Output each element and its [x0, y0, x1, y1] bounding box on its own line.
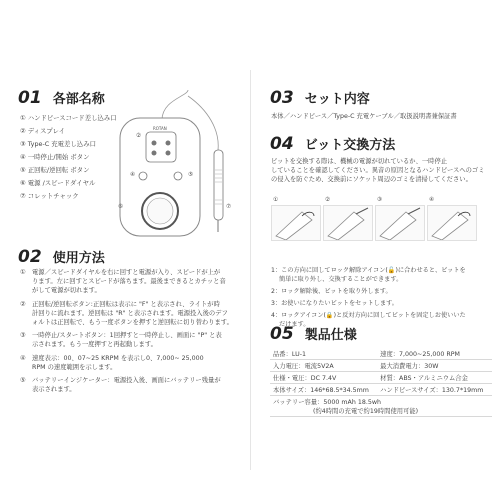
bit-step: 2：ロック解除後、ビットを取り外します。 [271, 288, 392, 295]
part-item: ⑥ 電源 /スピードダイヤル [20, 179, 96, 187]
bit-step: 3：お使いになりたいビットをセットします。 [271, 300, 398, 307]
section-03-heading [270, 88, 370, 108]
brand-logo: ROTAN [153, 126, 167, 131]
direction-button-icon [174, 172, 182, 180]
spec-cell: 材質：ABS・アルミニウム合金 [377, 372, 492, 384]
table-row [270, 384, 492, 396]
pause-button-icon [139, 172, 147, 180]
set-contents: 本体／ハンドピース／Type-C 充電ケーブル／取扱説明書兼保証書 [271, 113, 457, 120]
step-1-illustration [271, 205, 321, 241]
usage-item: ② 正回転/逆回転ボタン:正回転は表示に "F" と表示され、ライトが時 計回りに流れます。逆回転は "R" と表示されます。電源投入後のデフ ォルトは正回転で、もう一度ボタンを押すと逆回転に切り替わります。 [20, 300, 233, 327]
callout-label: ④ [130, 172, 136, 178]
spec-cell: バッテリー容量：5000 mAh 18.5wh (約4時間の充電で約19時間使用可能) [270, 396, 492, 417]
parts-list [20, 112, 117, 203]
spec-cell: ハンドピースサイズ：130.7*19mm [377, 384, 492, 396]
section-number: 03 [270, 88, 294, 108]
usage-list [20, 268, 245, 394]
handpiece-icon [214, 150, 223, 220]
section-title: 製品仕様 [304, 328, 357, 343]
table-row [270, 360, 492, 372]
part-item: ① ハンドピースコード差し込み口 [20, 114, 117, 122]
device-illustration [118, 90, 243, 240]
usage-item: ④ 速度表示：00、07~25 KRPM を表示し0、7,000~ 25,000 RPM の速度範囲を示します。 [20, 354, 204, 371]
step-4-illustration [427, 205, 477, 241]
section-number: 05 [270, 324, 294, 344]
callout-label: ② [136, 133, 142, 139]
spec-cell: 速度：7,000~25,000 RPM [377, 348, 492, 360]
section-01-heading [18, 88, 105, 108]
display-icon [146, 132, 176, 162]
part-item: ⑦ コレットチャック [20, 192, 79, 200]
section-02-heading [18, 247, 105, 267]
column-divider [250, 70, 251, 470]
usage-item: ① 電源／スピードダイヤルを右に回すと電源が入り、スピードが上が ります。左に回すとスピードが落ちます。最後まできるとカチッと音 がして電源が切れます。 [20, 269, 226, 295]
bit-step: 4：ロックアイコン(🔒)と反対方向に回してビットを固定しお使いいた だけます。 [271, 312, 466, 328]
step-label: ③ [377, 197, 383, 203]
part-item: ④ 一時停止/開始 ボタン [20, 153, 90, 161]
section-title: セット内容 [304, 92, 370, 107]
step-3-illustration [375, 205, 425, 241]
spec-cell: 入力電圧：電流5V2A [270, 360, 377, 372]
usage-item: ⑤ バッテリーインジケーター：電源投入後、画面にバッテリー残量が 表示されます。 [20, 377, 221, 394]
table-row [270, 396, 492, 417]
callout-label: ⑥ [118, 204, 124, 210]
callout-label: ⑦ [226, 204, 232, 210]
usage-item: ③ 一時停止/スタートボタン：1回押すと一時停止し、画面に "P" と表 示されます。もう一度押すと再起動します。 [20, 332, 222, 349]
spec-cell: 最大消費電力：30W [377, 360, 492, 372]
section-title: 使用方法 [52, 251, 105, 266]
bit-step: 1：この方向に回してロック解除アイコン(🔓)に合わせると、ビットを 簡単に取り外し、交換することができます。 [271, 267, 466, 283]
cord-line [162, 90, 188, 120]
section-number: 02 [18, 247, 42, 267]
step-2-illustration [323, 205, 373, 241]
step-label: ④ [429, 197, 435, 203]
section-title: 各部名称 [52, 92, 105, 107]
section-04-heading [270, 134, 395, 154]
section-number: 01 [18, 88, 42, 108]
spec-cell: 本体サイズ：146*68.5*34.5mm [270, 384, 377, 396]
spec-cell: 品番：LU-1 [270, 348, 377, 360]
step-label: ② [325, 197, 331, 203]
table-row [270, 372, 492, 384]
bit-steps [271, 266, 493, 329]
section-title: ビット交換方法 [304, 138, 396, 153]
table-row [270, 348, 492, 360]
part-item: ② ディスプレイ [20, 127, 66, 135]
spec-table [270, 348, 492, 417]
part-item: ⑤ 正回転/逆回転 ボタン [20, 166, 90, 174]
step-label: ① [273, 197, 279, 203]
bit-intro: ビットを交換する際は、機械の電源が切れているか、一時停止 していることを確認してください。異音の原因となるハンドピースへのゴミ の侵入を防ぐため、交換前にソケット周辺のゴミを清掃してください。 [271, 158, 485, 183]
part-item: ③ Type-C 充電差し込み口 [20, 140, 96, 148]
section-number: 04 [270, 134, 294, 154]
section-05-heading [270, 324, 357, 344]
spec-cell: 仕様・電圧：DC 7.4V [270, 372, 377, 384]
callout-label: ⑤ [188, 172, 194, 178]
